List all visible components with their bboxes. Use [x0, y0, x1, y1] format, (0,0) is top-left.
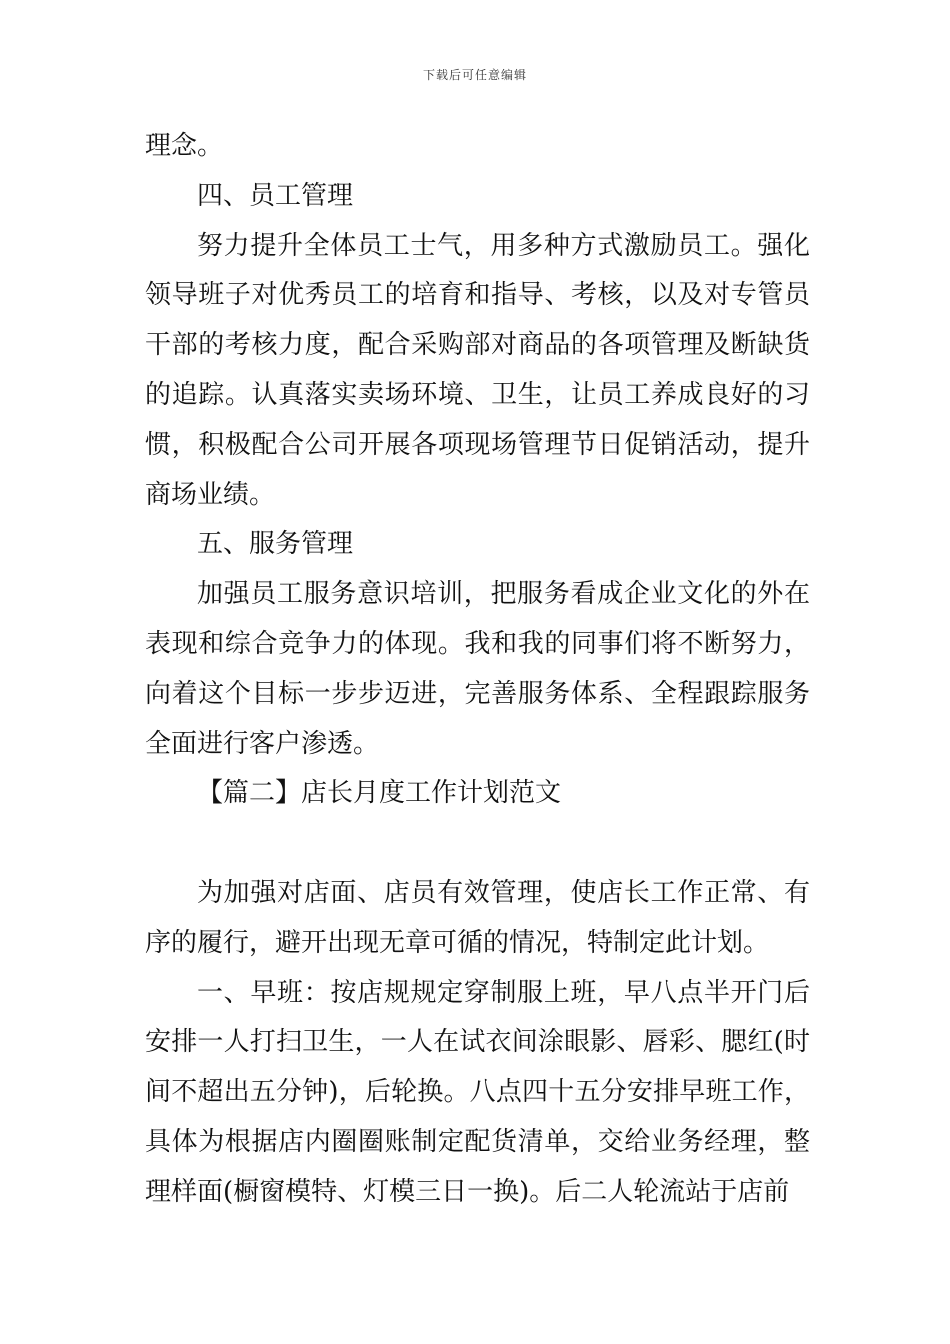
paragraph-continuation: 理念。	[145, 131, 224, 161]
document-body	[145, 122, 810, 1218]
paragraph-staff-management: 努力提升全体员工士气，用多种方式激励员工。强化领导班子对优秀员工的培育和指导、考核，以及对专管员干部的考核力度，配合采购部对商品的各项管理及断缺货的追踪。认真落实卖场环境、卫生，让员工养成良好的习惯，积极配合公司开展各项现场管理节日促销活动，提升商场业绩。	[145, 230, 810, 510]
blank-line	[145, 819, 810, 869]
section-heading-staff-management: 四、员工管理	[197, 180, 354, 211]
paragraph-intro: 为加强对店面、店员有效管理，使店长工作正常、有序的履行，避开出现无章可循的情况，特制定此计划。	[145, 877, 810, 958]
section-heading-service-management: 五、服务管理	[197, 529, 354, 560]
page-header-note: 下载后可任意编辑	[422, 68, 527, 82]
article-title-part-two: 【篇二】店长月度工作计划范文	[197, 778, 562, 809]
paragraph-morning-shift: 一、早班：按店规规定穿制服上班，早八点半开门后安排一人打扫卫生，一人在试衣间涂眼影、唇彩、腮红(时间不超出五分钟)，后轮换。八点四十五分安排早班工作，具体为根据店内圈圈账制定配货清单，交给业务经理，整理样面(橱窗模特、灯模三日一换)。后二人轮流站于店前	[145, 977, 810, 1207]
paragraph-service-management: 加强员工服务意识培训，把服务看成企业文化的外在表现和综合竞争力的体现。我和我的同事们将不断努力，向着这个目标一步步迈进，完善服务体系、全程跟踪服务全面进行客户渗透。	[145, 579, 810, 759]
